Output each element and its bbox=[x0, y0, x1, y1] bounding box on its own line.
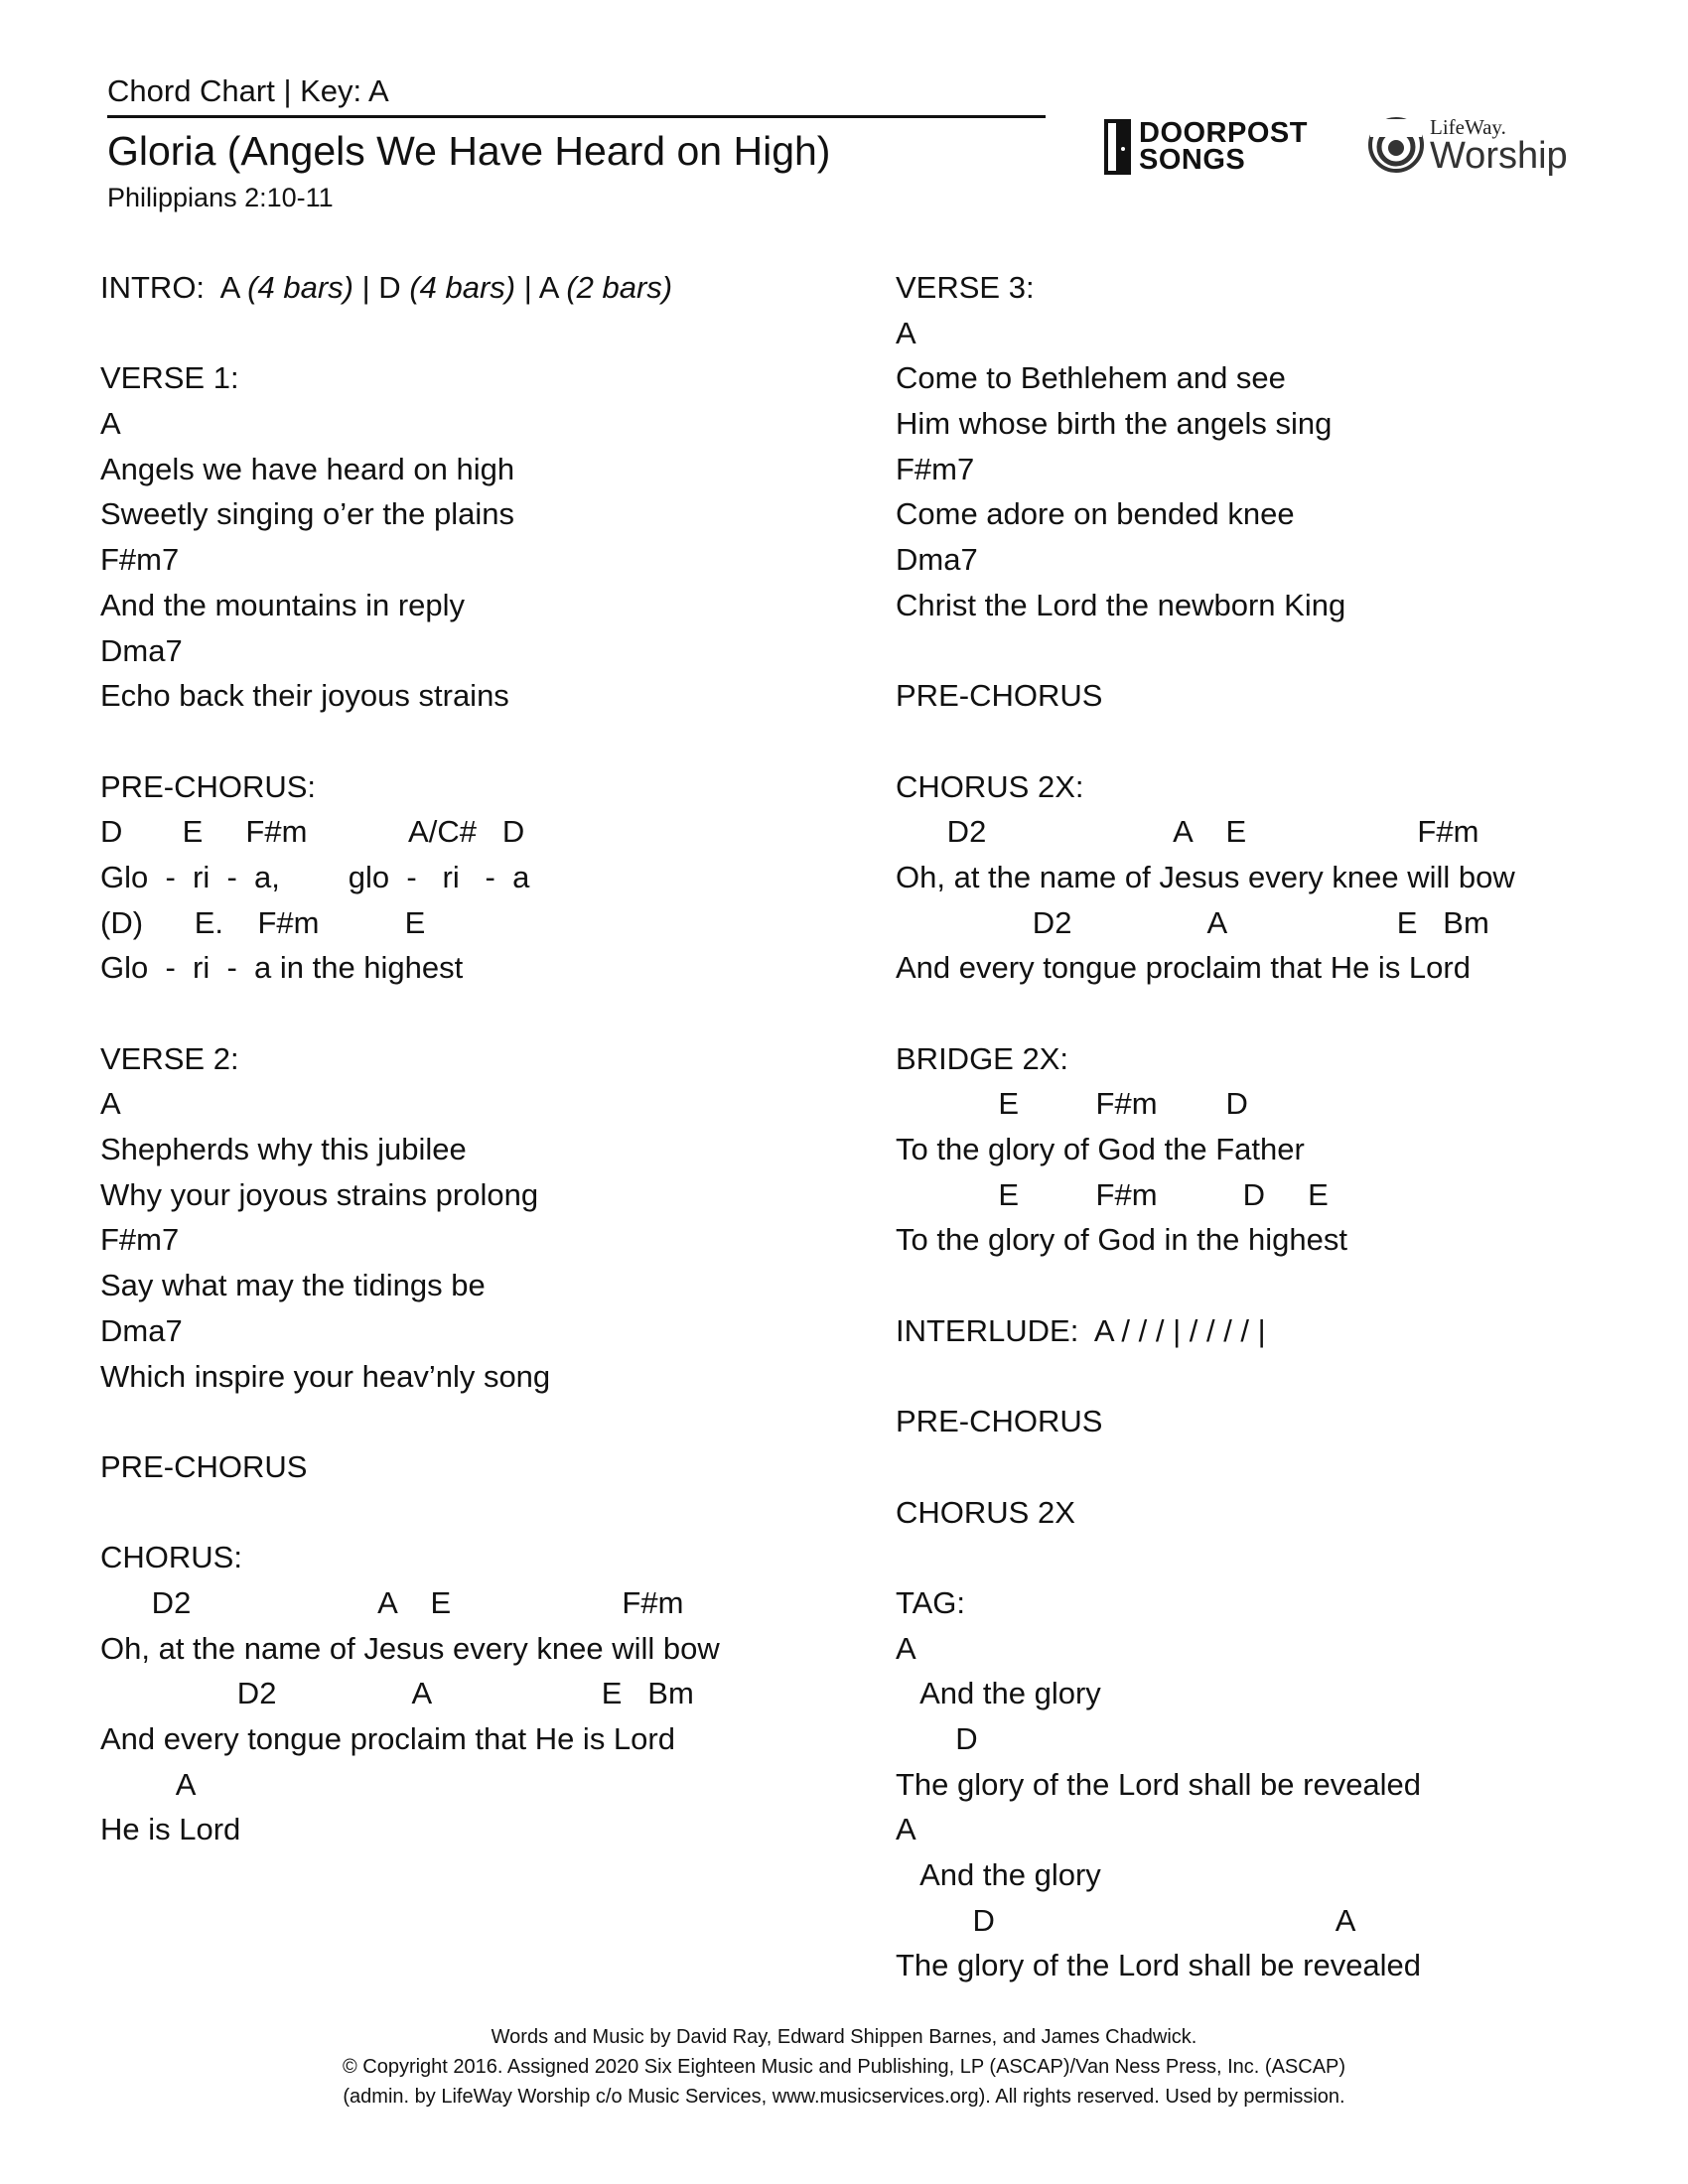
chart-line: And every tongue proclaim that He is Lord bbox=[100, 1721, 675, 1756]
chart-line: TAG: bbox=[896, 1584, 966, 1620]
scripture-reference: Philippians 2:10-11 bbox=[107, 183, 334, 212]
chart-line: F#m7 bbox=[100, 1222, 180, 1258]
chart-line: PRE-CHORUS bbox=[100, 1448, 308, 1484]
blank-line bbox=[896, 1354, 1611, 1400]
doorpost-line1: DOORPOST bbox=[1139, 117, 1308, 149]
chart-line: A bbox=[896, 1812, 916, 1847]
chart-line: D2 A E F#m bbox=[100, 1584, 684, 1620]
chart-line: Oh, at the name of Jesus every knee will bow bbox=[896, 859, 1515, 894]
right-column bbox=[896, 265, 1611, 1988]
chart-line: (D) E. F#m E bbox=[100, 904, 426, 940]
chart-line: D2 A E F#m bbox=[896, 814, 1479, 850]
chart-line: A bbox=[100, 406, 121, 442]
chart-line: INTERLUDE: A / / / | / / / / | bbox=[896, 1312, 1266, 1348]
blank-line bbox=[100, 311, 815, 356]
blank-line bbox=[896, 1535, 1611, 1580]
chart-line: PRE-CHORUS bbox=[896, 1404, 1103, 1439]
chart-line: D2 A E Bm bbox=[896, 904, 1489, 940]
copyright-footer bbox=[0, 2022, 1688, 2112]
chart-line: VERSE 2: bbox=[100, 1040, 239, 1076]
chart-line: BRIDGE 2X: bbox=[896, 1040, 1068, 1076]
chart-line: Say what may the tidings be bbox=[100, 1268, 486, 1303]
chart-line: D bbox=[896, 1721, 978, 1756]
chart-line: PRE-CHORUS bbox=[896, 678, 1103, 714]
blank-line bbox=[100, 1490, 815, 1536]
intro-line: INTRO: A (4 bars) | D (4 bars) | A (2 bars) bbox=[100, 270, 673, 305]
lifeway-worship-logo bbox=[1366, 115, 1568, 175]
chart-line: Glo - ri - a, glo - ri - a bbox=[100, 859, 530, 894]
chart-line: VERSE 3: bbox=[896, 270, 1035, 305]
chart-line: A bbox=[100, 1766, 197, 1802]
right-lines bbox=[896, 265, 1611, 1988]
chart-line: Glo - ri - a in the highest bbox=[100, 950, 464, 986]
header bbox=[107, 71, 1046, 215]
chart-line: A bbox=[896, 1630, 916, 1666]
chart-line: F#m7 bbox=[896, 451, 975, 486]
lifeway-wordmark bbox=[1430, 115, 1568, 177]
chart-line: D A bbox=[896, 1902, 1356, 1938]
chart-line: The glory of the Lord shall be revealed bbox=[896, 1948, 1422, 1983]
chart-line: And the mountains in reply bbox=[100, 587, 466, 622]
blank-line bbox=[100, 719, 815, 764]
lifeway-small-text: LifeWay. bbox=[1430, 115, 1506, 139]
left-column bbox=[100, 265, 815, 1852]
chart-line: E F#m D bbox=[896, 1086, 1248, 1122]
doorpost-line2: SONGS bbox=[1139, 144, 1246, 176]
footer-copyright: © Copyright 2016. Assigned 2020 Six Eighteen Music and Publishing, LP (ASCAP)/Van Ness Press, Inc. (ASCAP) bbox=[342, 2056, 1346, 2078]
chart-line: A bbox=[100, 1086, 121, 1122]
footer-credits: Words and Music by David Ray, Edward Shippen Barnes, and James Chadwick. bbox=[491, 2026, 1197, 2048]
chart-line: D2 A E Bm bbox=[100, 1676, 694, 1711]
chart-line: He is Lord bbox=[100, 1812, 241, 1847]
left-lines bbox=[100, 311, 815, 1852]
chart-line: To the glory of God in the highest bbox=[896, 1222, 1347, 1258]
blank-line bbox=[896, 628, 1611, 674]
doorpost-wordmark bbox=[1139, 117, 1308, 176]
chart-line: D E F#m A/C# D bbox=[100, 814, 525, 850]
chart-line: Why your joyous strains prolong bbox=[100, 1176, 539, 1212]
chart-line: Come to Bethlehem and see bbox=[896, 360, 1286, 396]
chart-line: PRE-CHORUS: bbox=[100, 768, 317, 804]
chart-line: Come adore on bended knee bbox=[896, 496, 1295, 532]
chart-line: A bbox=[896, 315, 916, 350]
chart-line: The glory of the Lord shall be revealed bbox=[896, 1766, 1422, 1802]
blank-line bbox=[100, 991, 815, 1036]
chart-type-key: Chord Chart | Key: A bbox=[107, 71, 1046, 118]
chart-line: CHORUS 2X bbox=[896, 1494, 1075, 1530]
blank-line bbox=[896, 1444, 1611, 1490]
chart-line: CHORUS 2X: bbox=[896, 768, 1084, 804]
chart-line: And the glory bbox=[896, 1676, 1101, 1711]
chart-line: Dma7 bbox=[100, 1312, 183, 1348]
lifeway-swirl-icon bbox=[1366, 115, 1426, 175]
footer-admin: (admin. by LifeWay Worship c/o Music Services, www.musicservices.org). All rights reserved. Used by permission. bbox=[343, 2086, 1345, 2108]
chart-line: Which inspire your heav’nly song bbox=[100, 1358, 551, 1394]
song-title: Gloria (Angels We Have Heard on High) bbox=[107, 128, 831, 174]
blank-line bbox=[100, 1399, 815, 1444]
chart-line: And every tongue proclaim that He is Lord bbox=[896, 950, 1471, 986]
chart-line: And the glory bbox=[896, 1857, 1101, 1893]
blank-line bbox=[896, 719, 1611, 764]
door-icon bbox=[1104, 119, 1131, 175]
chart-line: CHORUS: bbox=[100, 1540, 242, 1575]
chart-line: Angels we have heard on high bbox=[100, 451, 515, 486]
chart-line: Him whose birth the angels sing bbox=[896, 406, 1333, 442]
chart-line: To the glory of God the Father bbox=[896, 1132, 1305, 1167]
chart-line: Dma7 bbox=[896, 542, 978, 578]
blank-line bbox=[896, 1263, 1611, 1308]
lifeway-big-text: Worship bbox=[1430, 135, 1568, 177]
chart-line: Sweetly singing o’er the plains bbox=[100, 496, 515, 532]
chart-line: Dma7 bbox=[100, 632, 183, 668]
blank-line bbox=[896, 991, 1611, 1036]
chart-line: Shepherds why this jubilee bbox=[100, 1132, 467, 1167]
chart-line: Christ the Lord the newborn King bbox=[896, 587, 1346, 622]
doorpost-songs-logo bbox=[1104, 119, 1308, 175]
chart-line: Oh, at the name of Jesus every knee will bow bbox=[100, 1630, 720, 1666]
chart-line: VERSE 1: bbox=[100, 360, 239, 396]
chart-line: F#m7 bbox=[100, 542, 180, 578]
chart-line: Echo back their joyous strains bbox=[100, 678, 509, 714]
chart-line: E F#m D E bbox=[896, 1176, 1329, 1212]
